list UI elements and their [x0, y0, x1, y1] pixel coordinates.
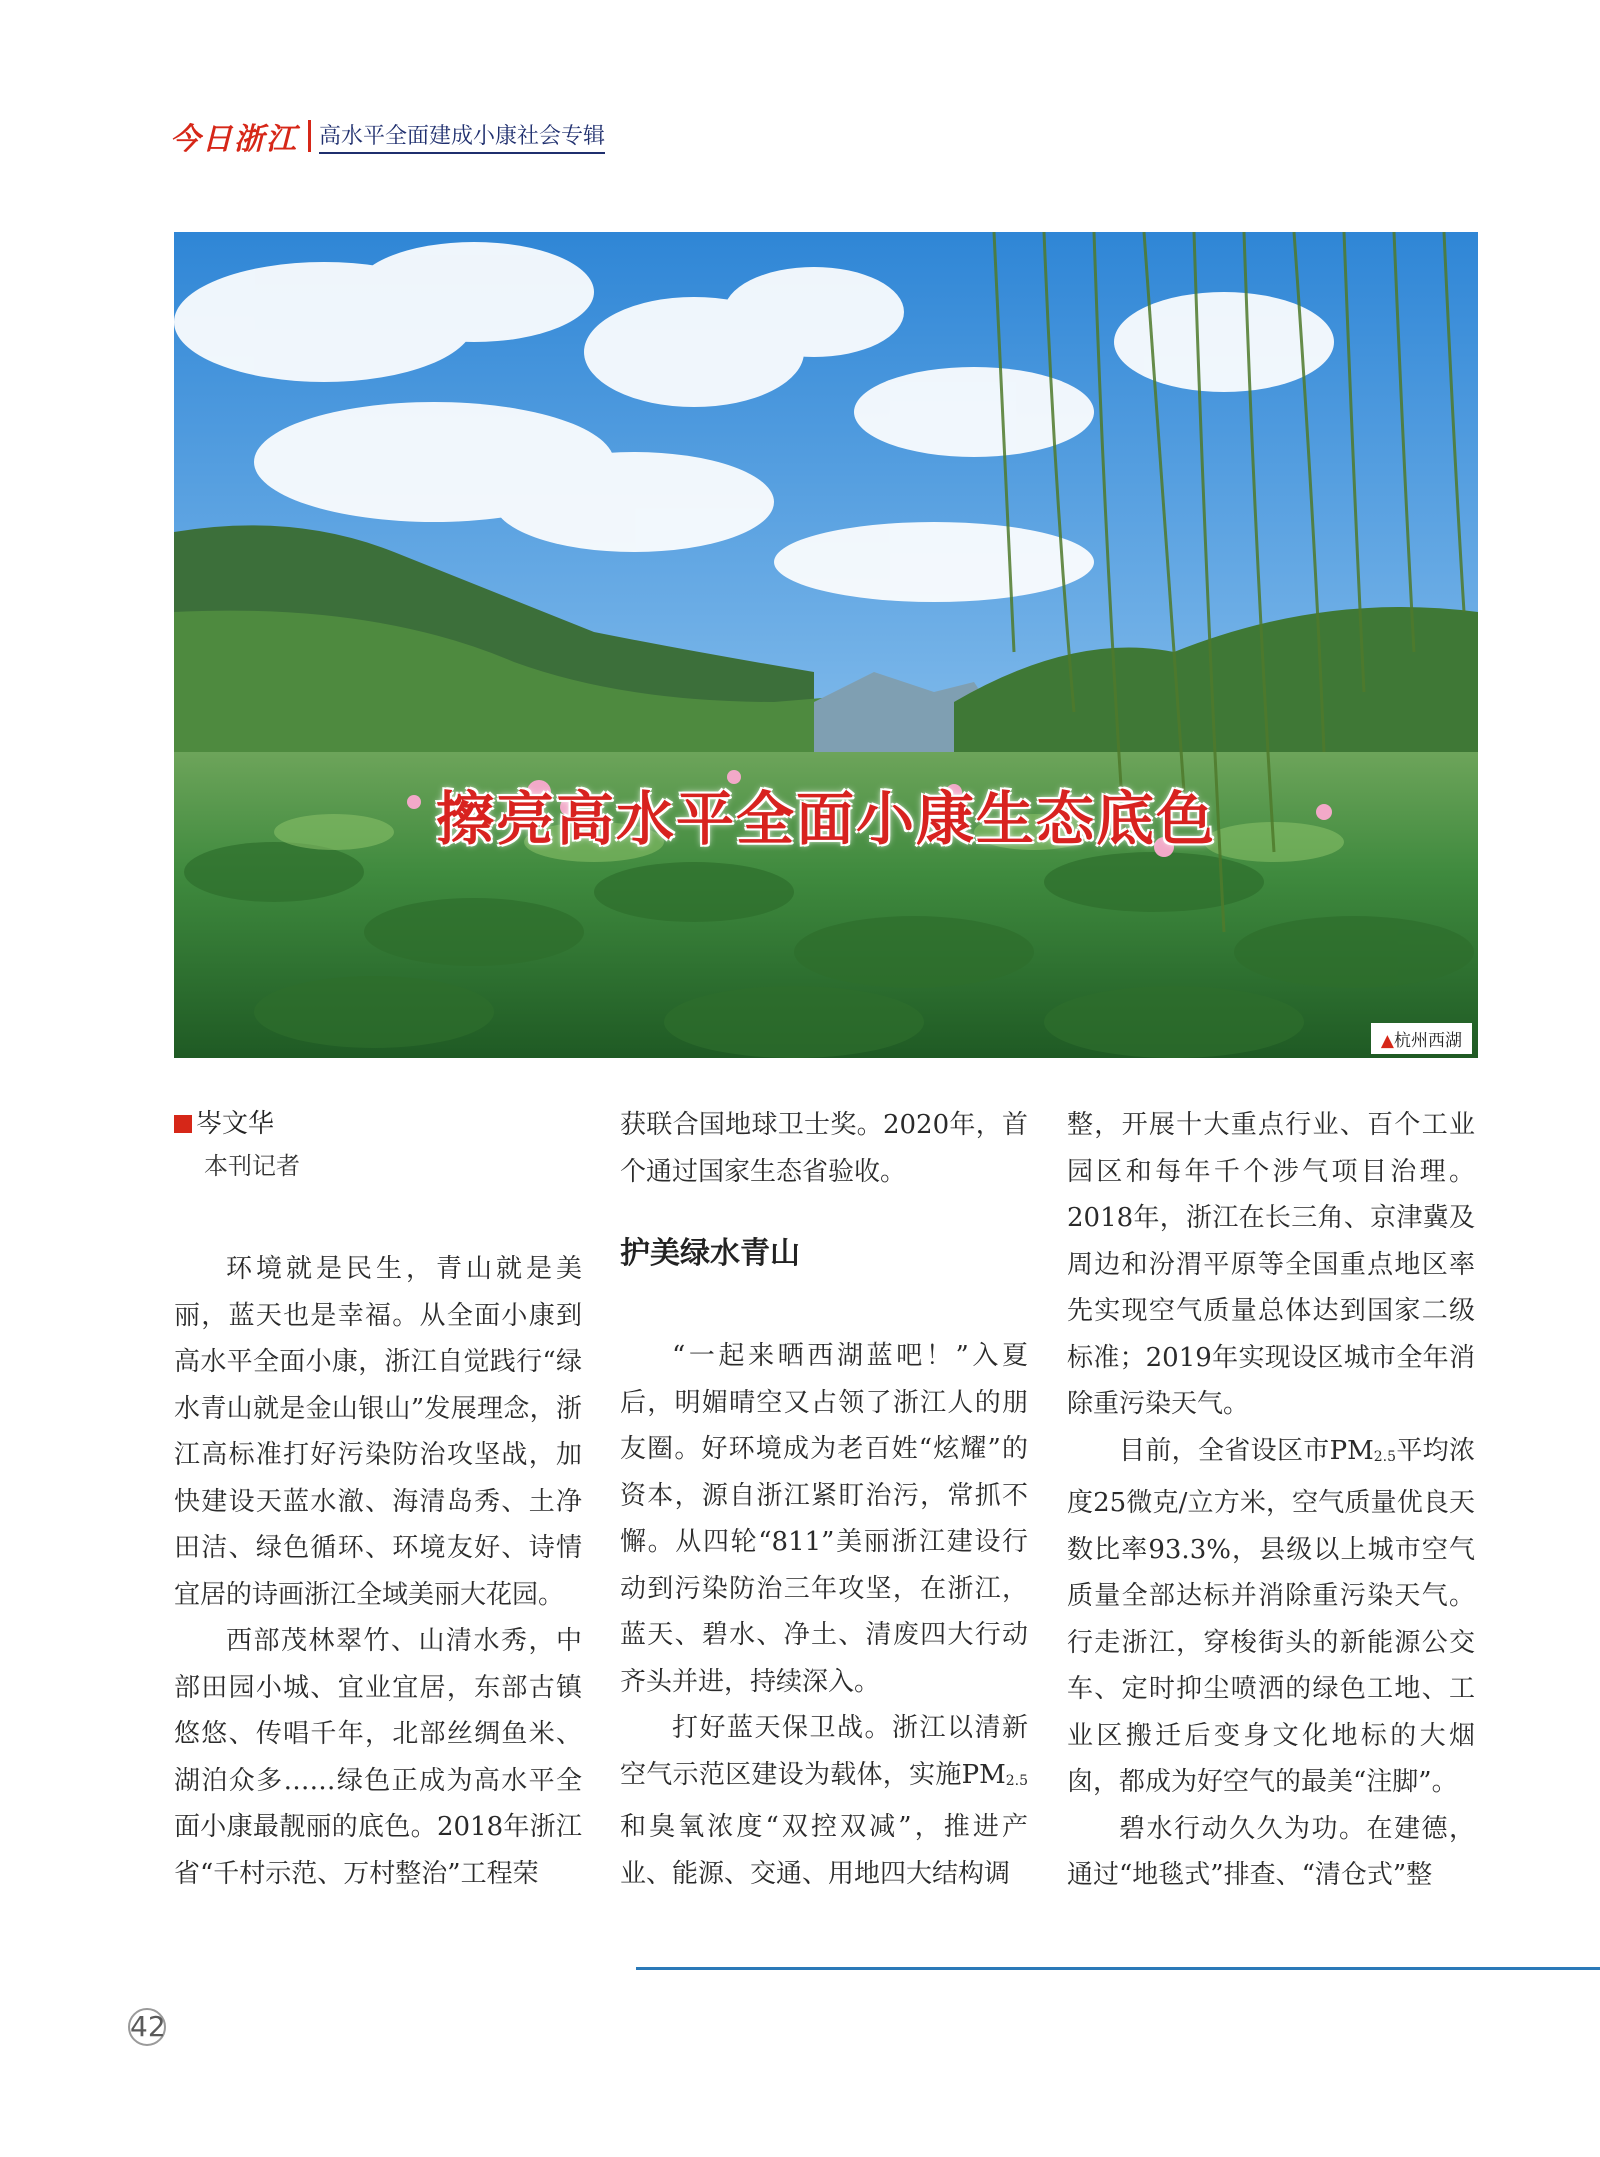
text-run: 平均浓度25微克/立方米，空气质量优良天数比率93.3%，县级以上城市空气质量全部达标并消除重污染天气。行走浙江，穿梭街头的新能源公交车、定时抑尘喷洒的绿色工地、工业区搬迁后变身文化地标的大烟囱，都成为好空气的最美“注脚”。 — [1067, 1435, 1475, 1797]
article-title: 擦亮高水平全面小康生态底色 — [435, 785, 1216, 853]
masthead-divider — [308, 120, 311, 152]
paragraph-continued: 整，开展十大重点行业、百个工业园区和每年千个涉气项目治理。2018年，浙江在长三角、京津冀及周边和汾渭平原等全国重点地区率先实现空气质量总体达到国家二级标准；2019年实现设区城市全年消除重污染天气。 — [1067, 1110, 1475, 1419]
paragraph: “一起来晒西湖蓝吧！”入夏后，明媚晴空又占领了浙江人的朋友圈。好环境成为老百姓“炫耀”的资本，源自浙江紧盯治污，常抓不懈。从四轮“811”美丽浙江建设行动到污染防治三年攻坚，在浙江，蓝天、碧水、净土、清废四大行动齐头并进，持续深入。 — [620, 1341, 1028, 1697]
triangle-icon: ▲ — [1380, 1031, 1394, 1051]
west-lake-lotus-photo — [174, 232, 1478, 1058]
text-run: 和臭氧浓度“双控双减”，推进产业、能源、交通、用地四大结构调 — [620, 1812, 1028, 1889]
paragraph-continued: 获联合国地球卫士奖。2020年，首个通过国家生态省验收。 — [620, 1110, 1028, 1187]
text-run: 打好蓝天保卫战。浙江以清新空气示范区建设为载体，实施PM — [620, 1713, 1028, 1790]
section-heading: 护美绿水青山 — [620, 1236, 800, 1271]
paragraph — [1067, 1428, 1475, 1806]
author-name: 岑文华 — [196, 1109, 275, 1139]
page-number: 42 — [128, 2008, 166, 2046]
text-run: 目前，全省设区市PM — [1119, 1435, 1374, 1466]
author-line — [174, 1102, 582, 1146]
subscript: 2.5 — [1373, 1448, 1396, 1465]
hero-photo — [174, 232, 1478, 1058]
footer-rule — [636, 1967, 1600, 1970]
masthead-logo: 今日浙江 — [170, 122, 298, 157]
masthead — [170, 116, 605, 156]
paragraph: 西部茂林翠竹、山清水秀，中部田园小城、宜业宜居，东部古镇悠悠、传唱千年，北部丝绸鱼米、湖泊众多……绿色正成为高水平全面小康最靓丽的底色。2018年浙江省“千村示范、万村整治”工程荣 — [174, 1626, 582, 1889]
subscript: 2.5 — [1005, 1772, 1028, 1789]
author-role: 本刊记者 — [204, 1152, 300, 1180]
caption-text: 杭州西湖 — [1394, 1031, 1462, 1051]
column-2 — [620, 1102, 1028, 1897]
paragraph: 碧水行动久久为功。在建德，通过“地毯式”排查、“清仓式”整 — [1067, 1813, 1475, 1890]
paragraph: 环境就是民生，青山就是美丽，蓝天也是幸福。从全面小康到高水平全面小康，浙江自觉践行“绿水青山就是金山银山”发展理念，浙江高标准打好污染防治攻坚战，加快建设天蓝水澈、海清岛秀、土净田洁、绿色循环、环境友好、诗情宜居的诗画浙江全域美丽大花园。 — [174, 1254, 582, 1610]
photo-caption — [1371, 1023, 1472, 1054]
square-bullet-icon — [174, 1115, 192, 1133]
column-3 — [1067, 1102, 1475, 1899]
paragraph — [620, 1705, 1028, 1897]
column-1 — [174, 1102, 582, 1897]
masthead-subtitle: 高水平全面建成小康社会专辑 — [319, 119, 605, 154]
